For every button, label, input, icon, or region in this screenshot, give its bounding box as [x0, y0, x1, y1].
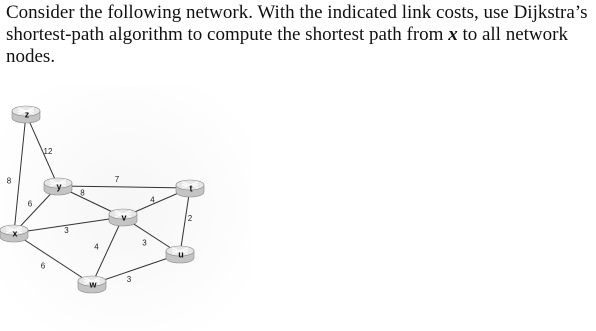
cost-label-z-x: 8 — [6, 176, 12, 186]
network-graph-svg — [0, 86, 250, 331]
cost-label-y-t: 7 — [114, 175, 120, 185]
cost-label-y-v: 8 — [80, 188, 85, 198]
router-node-z — [12, 106, 40, 123]
question-text — [6, 2, 590, 68]
node-label-u: u — [178, 249, 184, 260]
router-node-t — [176, 180, 204, 197]
router-node-x — [0, 225, 28, 242]
node-label-x: x — [12, 228, 18, 239]
router-node-w — [78, 276, 106, 293]
node-label-t: t — [189, 183, 193, 194]
cost-label-x-y: 6 — [27, 199, 33, 209]
node-label-v: v — [121, 212, 127, 223]
router-node-y — [44, 178, 72, 195]
node-label-w: w — [89, 279, 97, 290]
cost-label-v-t: 4 — [150, 195, 155, 205]
network-diagram — [0, 86, 250, 331]
cost-label-t-u: 2 — [187, 214, 193, 224]
question-part2: to all network nodes. — [6, 24, 568, 67]
cost-label-z-y: 12 — [43, 147, 53, 157]
cost-label-x-w: 6 — [40, 261, 46, 271]
cost-label-v-u: 3 — [142, 238, 147, 248]
cost-label-v-w: 4 — [94, 242, 99, 252]
source-node-variable: x — [448, 24, 458, 45]
cost-label-w-u: 3 — [126, 275, 132, 285]
router-node-v — [109, 209, 137, 226]
cost-label-x-v: 3 — [64, 226, 69, 236]
node-label-y: y — [56, 181, 62, 192]
question-part1: Consider the following network. With the indicated link costs, use Dijkstra’s shortest-path algorithm to compute the shortest path from — [6, 2, 588, 45]
node-label-z: z — [24, 109, 30, 120]
router-node-u — [166, 246, 194, 263]
